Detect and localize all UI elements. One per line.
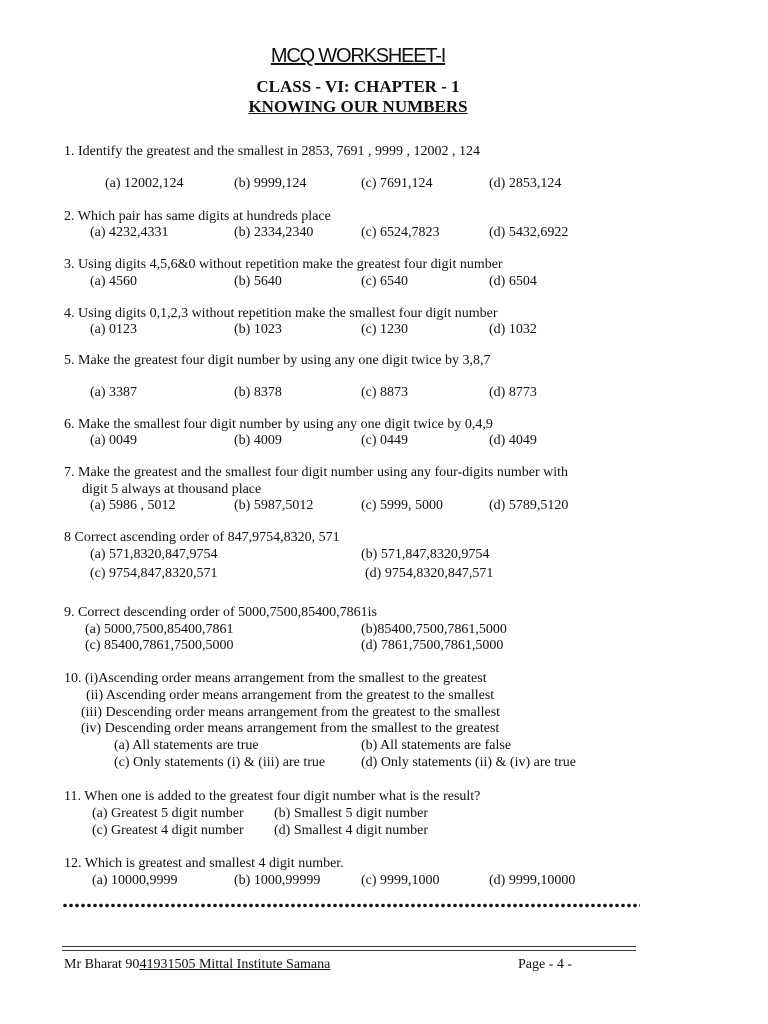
q1-option-a: (a) 12002,124 xyxy=(105,176,184,191)
class-chapter-heading: CLASS - VI: CHAPTER - 1 xyxy=(256,77,460,96)
dotted-separator xyxy=(62,903,640,908)
q2-option-d: (d) 5432,6922 xyxy=(489,225,569,240)
question-12-text: 12. Which is greatest and smallest 4 digit number. xyxy=(64,856,344,871)
q11-option-d: (d) Smallest 4 digit number xyxy=(274,823,428,838)
q7-option-d: (d) 5789,5120 xyxy=(489,498,569,513)
footer-rule-bottom xyxy=(62,950,636,951)
q5-option-c: (c) 8873 xyxy=(361,385,409,400)
q10-option-b: (b) All statements are false xyxy=(361,738,512,753)
page-number: Page - 4 - xyxy=(518,957,573,972)
question-5-text: 5. Make the greatest four digit number by using any one digit twice by 3,8,7 xyxy=(64,353,491,368)
footer-author xyxy=(64,956,330,973)
q4-option-b: (b) 1023 xyxy=(234,322,282,337)
q5-option-b: (b) 8378 xyxy=(234,385,282,400)
q9-option-a: (a) 5000,7500,85400,7861 xyxy=(85,622,234,637)
q3-option-a: (a) 4560 xyxy=(90,274,138,289)
question-10-statement-iii: (iii) Descending order means arrangement from the greatest to the smallest xyxy=(81,705,501,720)
footer-author-contact: 41931505 Mittal Institute Samana xyxy=(139,957,331,972)
q1-option-b: (b) 9999,124 xyxy=(234,176,307,191)
q5-option-a: (a) 3387 xyxy=(90,385,138,400)
q8-option-a: (a) 571,8320,847,9754 xyxy=(90,547,218,562)
q10-option-d: (d) Only statements (ii) & (iv) are true xyxy=(361,755,576,770)
q6-option-a: (a) 0049 xyxy=(90,433,138,448)
q3-option-c: (c) 6540 xyxy=(361,274,409,289)
chapter-name-heading: KNOWING OUR NUMBERS xyxy=(248,97,468,116)
q7-option-c: (c) 5999, 5000 xyxy=(361,498,444,513)
q6-option-c: (c) 0449 xyxy=(361,433,409,448)
q12-option-b: (b) 1000,99999 xyxy=(234,873,321,888)
q3-option-d: (d) 6504 xyxy=(489,274,537,289)
question-6-text: 6. Make the smallest four digit number by using any one digit twice by 0,4,9 xyxy=(64,417,493,432)
question-10-statement-ii: (ii) Ascending order means arrangement from the greatest to the smallest xyxy=(86,688,495,703)
question-10-text: 10. (i)Ascending order means arrangement from the smallest to the greatest xyxy=(64,671,487,686)
question-10-statement-iv: (iv) Descending order means arrangement from the smallest to the greatest xyxy=(81,721,500,736)
worksheet-title: MCQ WORKSHEET-I xyxy=(270,45,446,67)
q2-option-b: (b) 2334,2340 xyxy=(234,225,314,240)
q5-option-d: (d) 8773 xyxy=(489,385,537,400)
footer-author-prefix: Mr Bharat 90 xyxy=(64,957,140,972)
q9-option-c: (c) 85400,7861,7500,5000 xyxy=(85,638,234,653)
q6-option-d: (d) 4049 xyxy=(489,433,537,448)
q8-option-b: (b) 571,847,8320,9754 xyxy=(361,547,490,562)
question-3-text: 3. Using digits 4,5,6&0 without repetition make the greatest four digit number xyxy=(64,257,503,272)
q6-option-b: (b) 4009 xyxy=(234,433,282,448)
q10-option-a: (a) All statements are true xyxy=(114,738,259,753)
question-11-text: 11. When one is added to the greatest four digit number what is the result? xyxy=(64,789,481,804)
q7-option-b: (b) 5987,5012 xyxy=(234,498,314,513)
q7-option-a: (a) 5986 , 5012 xyxy=(90,498,176,513)
question-4-text: 4. Using digits 0,1,2,3 without repetition make the smallest four digit number xyxy=(64,306,498,321)
question-9-text: 9. Correct descending order of 5000,7500,85400,7861is xyxy=(64,605,377,620)
q8-option-c: (c) 9754,847,8320,571 xyxy=(90,566,218,581)
q1-option-c: (c) 7691,124 xyxy=(361,176,433,191)
q2-option-a: (a) 4232,4331 xyxy=(90,225,169,240)
q2-option-c: (c) 6524,7823 xyxy=(361,225,440,240)
q9-option-d: (d) 7861,7500,7861,5000 xyxy=(361,638,504,653)
q12-option-d: (d) 9999,10000 xyxy=(489,873,576,888)
q11-option-a: (a) Greatest 5 digit number xyxy=(92,806,244,821)
q12-option-c: (c) 9999,1000 xyxy=(361,873,440,888)
question-2-text: 2. Which pair has same digits at hundreds place xyxy=(64,209,331,224)
q8-option-d: (d) 9754,8320,847,571 xyxy=(365,566,494,581)
question-1-text: 1. Identify the greatest and the smallest in 2853, 7691 , 9999 , 12002 , 124 xyxy=(64,144,481,159)
question-8-text: 8 Correct ascending order of 847,9754,8320, 571 xyxy=(64,530,340,545)
q4-option-a: (a) 0123 xyxy=(90,322,138,337)
footer-rule-top xyxy=(62,946,636,947)
q10-option-c: (c) Only statements (i) & (iii) are true xyxy=(114,755,326,770)
q4-option-d: (d) 1032 xyxy=(489,322,537,337)
q11-option-c: (c) Greatest 4 digit number xyxy=(92,823,244,838)
question-7-text: 7. Make the greatest and the smallest four digit number using any four-digits number with xyxy=(64,465,568,480)
question-7-text-line-2: digit 5 always at thousand place xyxy=(82,482,262,497)
q1-option-d: (d) 2853,124 xyxy=(489,176,562,191)
q9-option-b: (b)85400,7500,7861,5000 xyxy=(361,622,507,637)
q11-option-b: (b) Smallest 5 digit number xyxy=(274,806,428,821)
q12-option-a: (a) 10000,9999 xyxy=(92,873,178,888)
q4-option-c: (c) 1230 xyxy=(361,322,409,337)
q3-option-b: (b) 5640 xyxy=(234,274,282,289)
